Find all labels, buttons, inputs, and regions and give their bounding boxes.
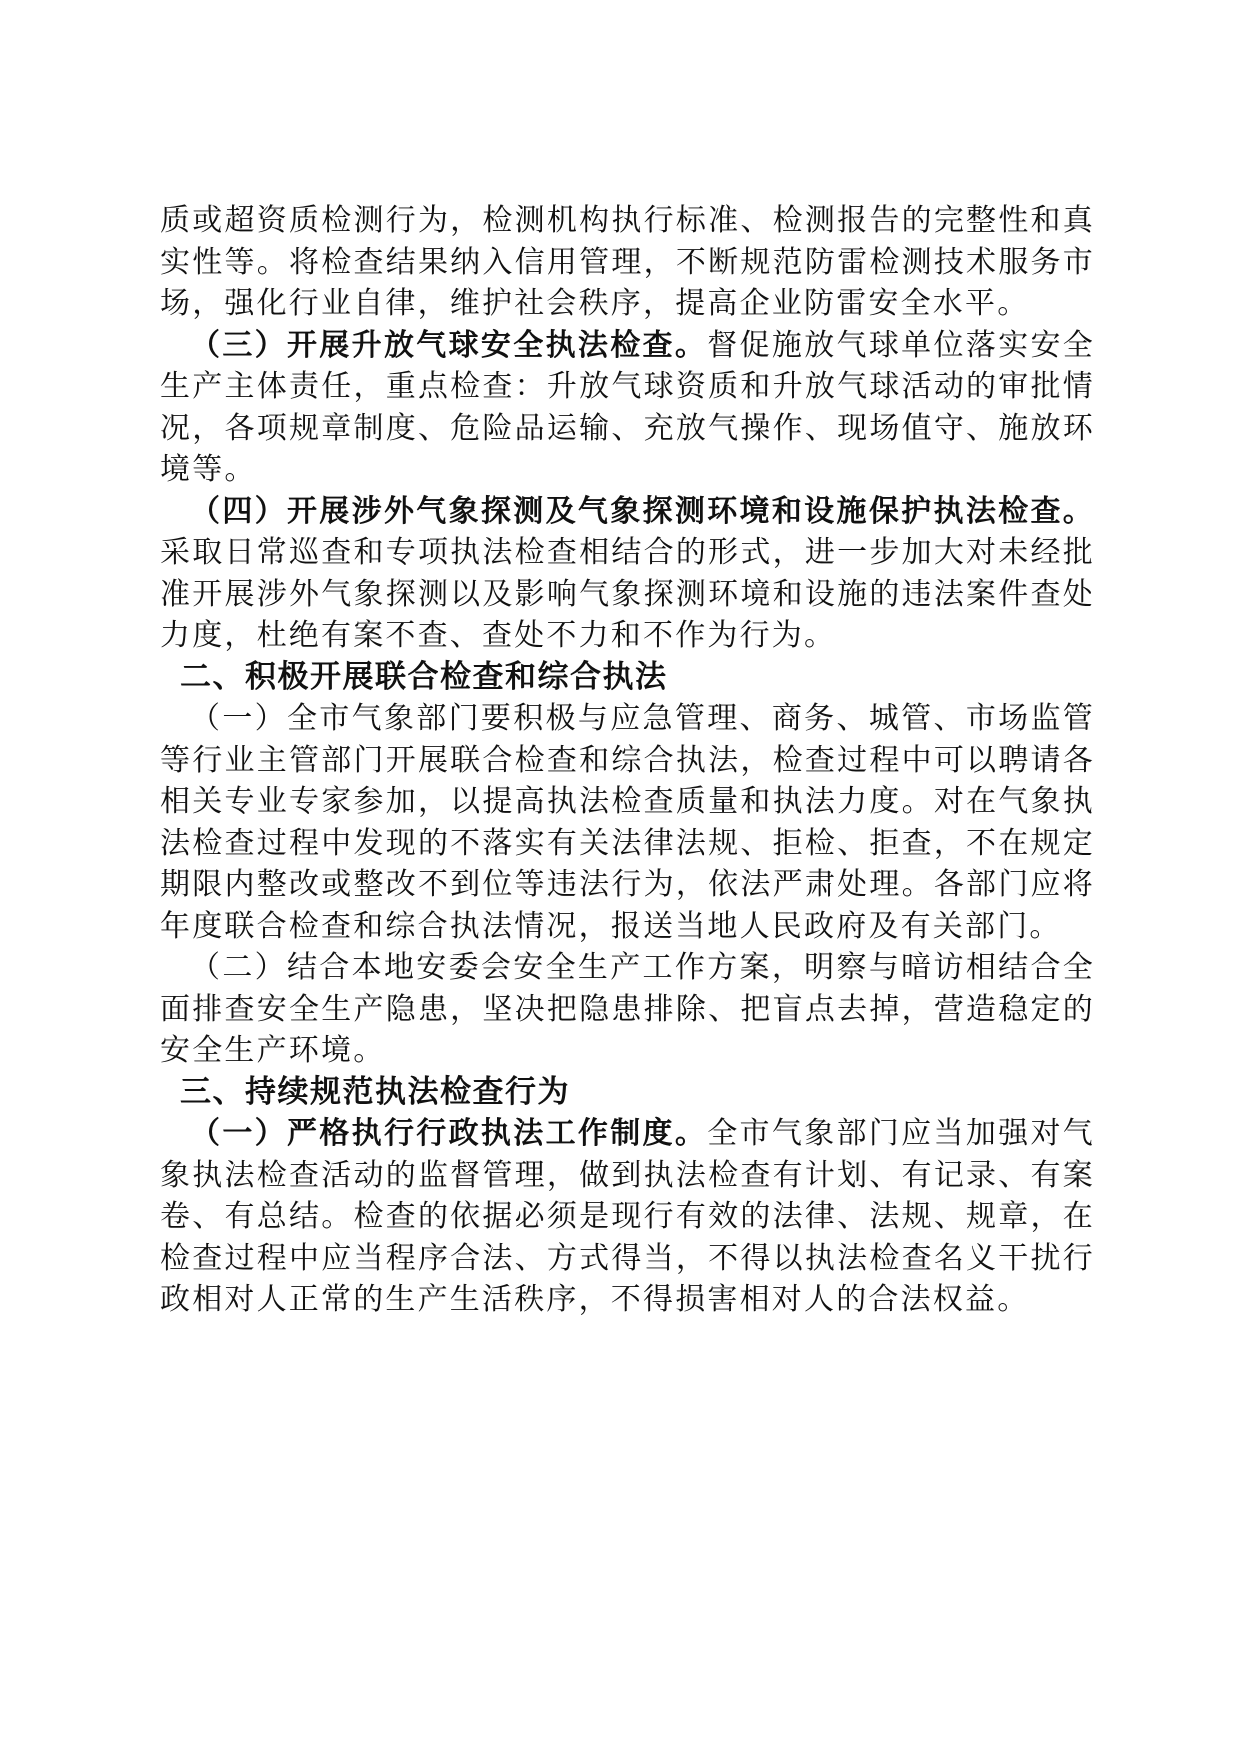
paragraph-joint-inspection-1 <box>160 698 1095 947</box>
subheading-foreign-detection: （四）开展涉外气象探测及气象探测环境和设施保护执法检查。 <box>190 493 1095 529</box>
paragraph-lead-text: （一）全市气象部门要积极与应急管理、商务、城管、市场监管等行业主管部门开展联合检查和综合执法，检查过程中可以聘请各相关专业专家参加，以提高执法检查质量和执法力度。 <box>160 701 1095 819</box>
section-heading-joint-inspection: 二、积极开展联合检查和综合执法 <box>180 658 668 695</box>
paragraph-lead-text: （二）结合本地安委会安全生产工作方案，明察与暗访相结合全面排查安全生产隐患，坚决把隐患排除、把盲点去掉，营造稳定的安全生产环境。 <box>160 950 1095 1068</box>
paragraph-text: 督促施放气球单位落实安全生产主体责任，重点检查：升放气球资质和升放气球活动的审批情况，各项规章制度、危险品运输、充放气操作、现场值守、施放环境等。 <box>160 327 1095 487</box>
subheading-enforcement-system: （一）严格执行行政执法工作制度。 <box>190 1116 708 1151</box>
document-body <box>160 200 1095 1321</box>
paragraph-foreign-detection-inspection <box>160 491 1095 657</box>
paragraph-balloon-inspection <box>160 325 1095 491</box>
paragraph-text: 对在气象执法检查过程中发现的不落实有关法律法规、拒检、拒查，不在规定期限内整改或整改不到位等违法行为，依法严肃处理。各部门应将年度联合检查和综合执法情况，报送当地人民政府及有关部门。 <box>160 784 1095 944</box>
paragraph-enforcement-system <box>160 1113 1095 1321</box>
paragraph-text: 全市气象部门应当加强对气象执法检查活动的监督管理，做到执法检查有计划、有记录、有案卷、有总结。检查的依据必须是现行有效的法律、法规、规章，在检查过程中应当程序合法、方式得当，不得以执法检查名义干扰行政相对人正常的生产生活秩序，不得损害相对人的合法权益。 <box>160 1116 1095 1317</box>
paragraph-lightning-inspection-cont <box>160 200 1095 325</box>
paragraph-text: 采取日常巡查和专项执法检查相结合的形式，进一步加大对未经批准开展涉外气象探测以及影响气象探测环境和设施的违法案件查处力度，杜绝有案不查、查处不力和不作为行为。 <box>160 535 1095 653</box>
section-heading-standardize-inspection: 三、持续规范执法检查行为 <box>180 1073 570 1110</box>
paragraph-text: 质或超资质检测行为，检测机构执行标准、检测报告的完整性和真实性等。将检查结果纳入信用管理，不断规范防雷检测技术服务市场，强化行业自律，维护社会秩序，提高企业防雷安全水平。 <box>160 203 1095 321</box>
paragraph-joint-inspection-2 <box>160 947 1095 1072</box>
subheading-balloon-inspection: （三）开展升放气球安全执法检查。 <box>190 327 708 363</box>
